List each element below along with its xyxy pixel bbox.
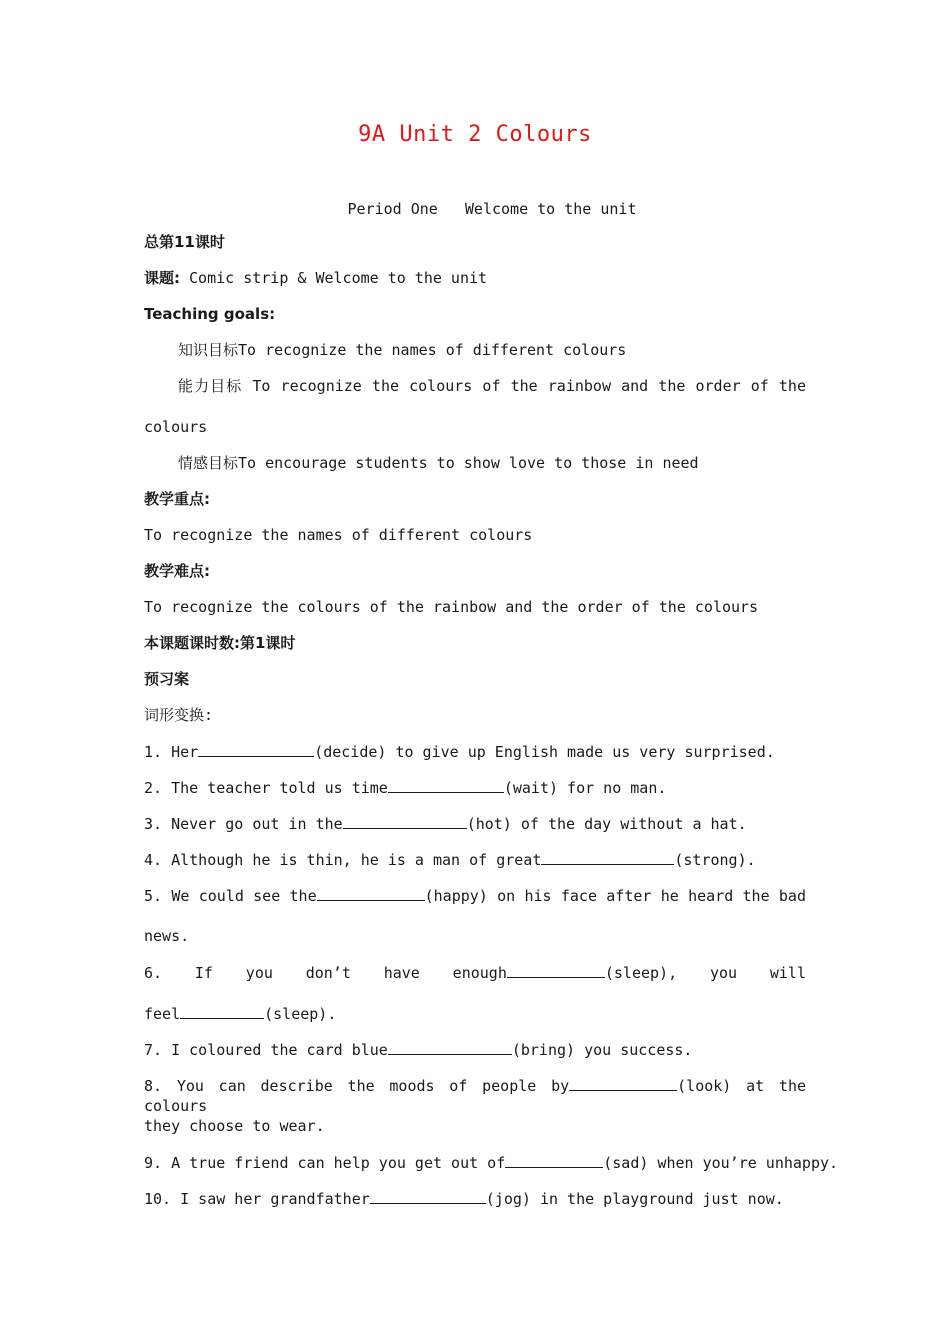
difficult-points-label: 教学难点:: [144, 562, 210, 580]
answer-blank[interactable]: [505, 1152, 603, 1168]
goal-knowledge: 知识目标To recognize the names of different colours: [178, 341, 627, 359]
answer-blank[interactable]: [541, 849, 674, 865]
exercise-text: 8. You can describe the moods of people by: [144, 1077, 570, 1095]
period-subtitle: Period One Welcome to the unit: [347, 200, 637, 218]
exercise-text: 5. We could see the: [144, 887, 317, 905]
goal-emotion: 情感目标To encourage students to show love to those in need: [178, 454, 699, 472]
exercise-text: (hot) of the day without a hat.: [466, 815, 747, 833]
answer-blank[interactable]: [317, 885, 425, 901]
teaching-goals-label: Teaching goals:: [144, 305, 276, 323]
exercise-item: [144, 813, 806, 834]
exercise-continuation: news.: [144, 927, 190, 945]
answer-blank[interactable]: [370, 1188, 486, 1204]
answer-blank[interactable]: [198, 741, 314, 757]
exercise-continuation: they choose to wear.: [144, 1117, 325, 1135]
exercise-text: 9. A true friend can help you get out of: [144, 1154, 506, 1172]
exercise-text: 1. Her: [144, 743, 199, 761]
topic-line: [144, 268, 806, 288]
difficult-points-text: To recognize the colours of the rainbow and the order of the colours: [144, 598, 759, 616]
exercise-text: (bring) you success.: [511, 1041, 693, 1059]
exercise-item: [144, 962, 806, 983]
exercise-item: [144, 1039, 806, 1060]
exercise-text: (look) at the colours: [144, 1077, 806, 1115]
exercise-text: (wait) for no man.: [503, 779, 667, 797]
answer-blank[interactable]: [180, 1003, 264, 1019]
periods-count: 本课题课时数:第1课时: [144, 634, 296, 652]
key-points-text: To recognize the names of different colours: [144, 526, 533, 544]
exercise-text: 2. The teacher told us time: [144, 779, 388, 797]
exercise-item: [144, 1075, 806, 1116]
key-points-label: 教学重点:: [144, 490, 210, 508]
exercise-text: 10. I saw her grandfather: [144, 1190, 370, 1208]
exercise-text: feel: [144, 1005, 181, 1023]
exercise-item: [144, 777, 806, 798]
goal-ability: 能力目标 To recognize the colours of the rainbow and the order of the: [178, 377, 806, 395]
goal-ability-continued: colours: [144, 418, 208, 436]
exercise-item: [144, 1152, 839, 1173]
exercise-text: 6. If you don’t have enough: [144, 964, 507, 982]
topic-label: 课题:: [144, 269, 180, 287]
exercise-text: (happy) on his face after he heard the bad: [424, 887, 806, 905]
exercise-text: (sleep).: [264, 1005, 337, 1023]
answer-blank[interactable]: [343, 813, 467, 829]
exercise-item: [144, 849, 806, 870]
exercise-item: [144, 741, 806, 762]
exercise-instructions: 词形变换:: [144, 706, 214, 724]
exercise-item: [144, 1188, 806, 1209]
answer-blank[interactable]: [507, 962, 605, 978]
preview-label: 预习案: [144, 670, 190, 688]
page-title: 9A Unit 2 Colours: [358, 122, 592, 147]
exercise-text: (sleep), you will: [604, 964, 806, 982]
answer-blank[interactable]: [569, 1075, 677, 1091]
exercise-text: 7. I coloured the card blue: [144, 1041, 388, 1059]
lesson-total: 总第11课时: [144, 233, 225, 251]
exercise-text: (strong).: [674, 851, 756, 869]
exercise-text: 4. Although he is thin, he is a man of great: [144, 851, 542, 869]
topic-value: Comic strip & Welcome to the unit: [180, 269, 488, 287]
answer-blank[interactable]: [388, 777, 504, 793]
answer-blank[interactable]: [388, 1039, 512, 1055]
exercise-item: [144, 885, 806, 906]
exercise-text: (sad) when you’re unhappy.: [603, 1154, 839, 1172]
exercise-text: (jog) in the playground just now.: [485, 1190, 784, 1208]
exercise-text: 3. Never go out in the: [144, 815, 343, 833]
exercise-text: (decide) to give up English made us very surprised.: [314, 743, 775, 761]
exercise-continuation: [144, 1003, 806, 1024]
